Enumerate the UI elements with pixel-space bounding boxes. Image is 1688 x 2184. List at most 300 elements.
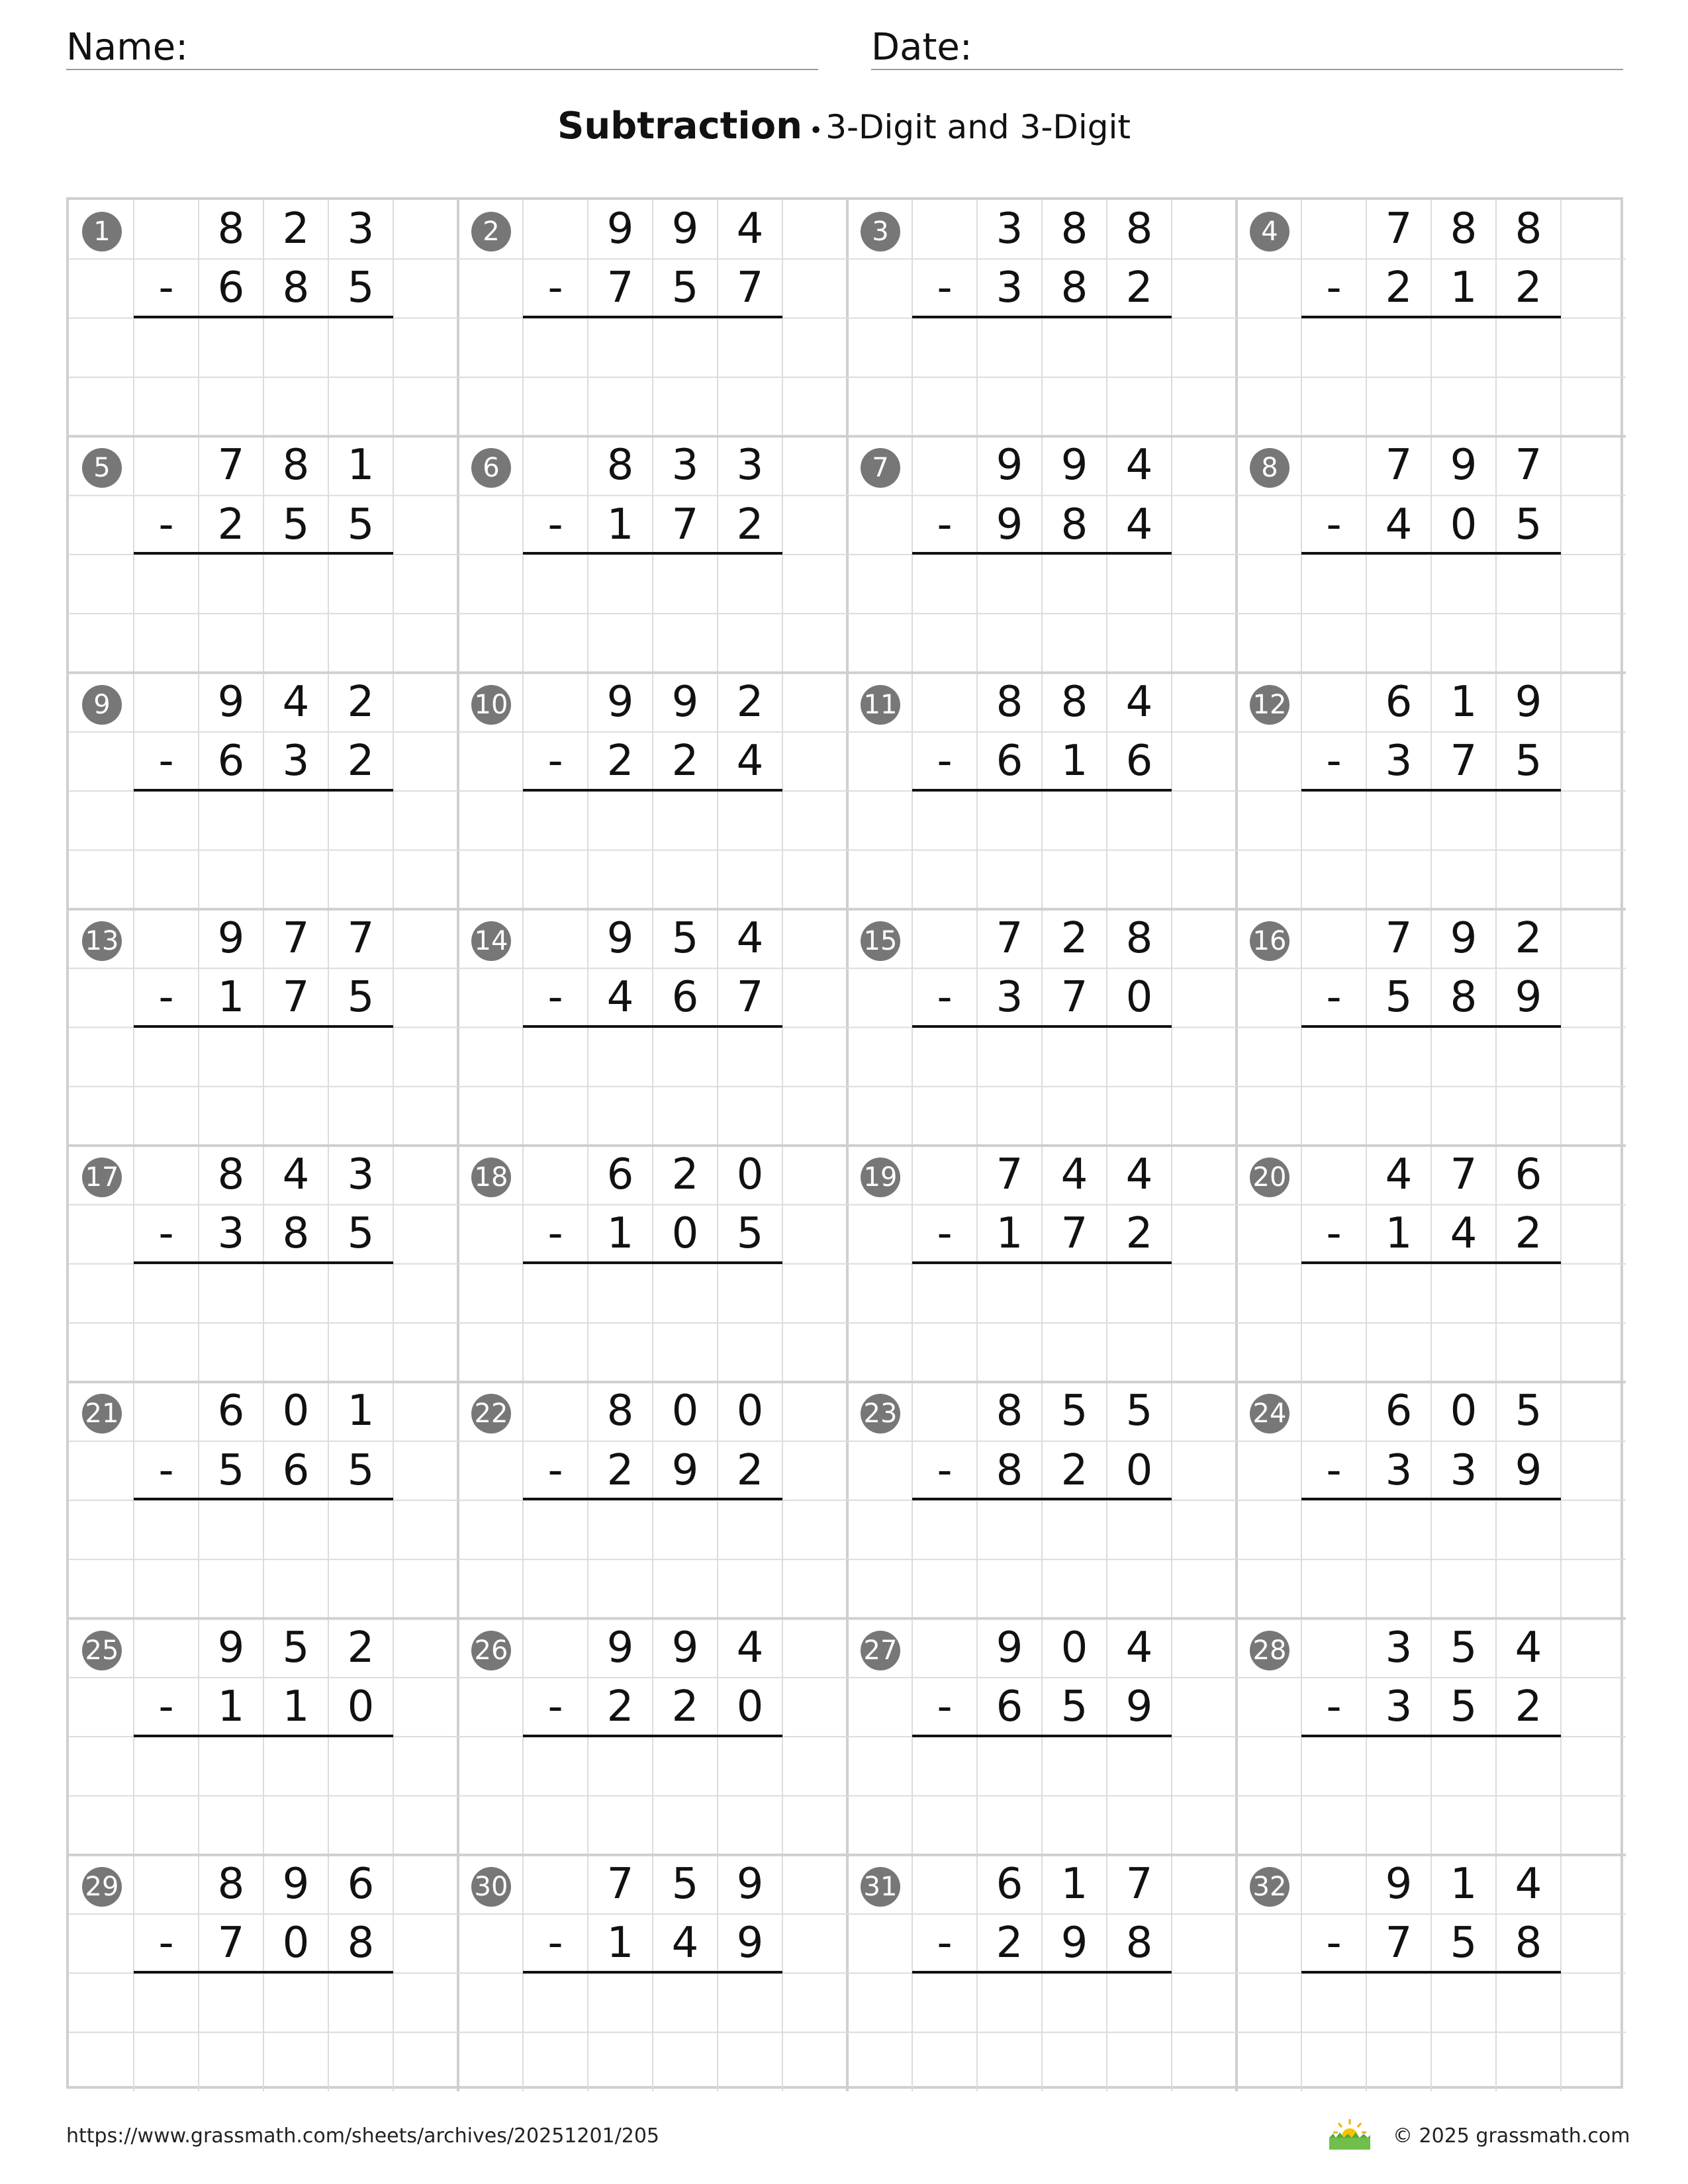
subtrahend-digit: 7 xyxy=(1385,1919,1413,1968)
answer-area[interactable] xyxy=(1301,1030,1561,1083)
subtrahend-digit: 9 xyxy=(671,1445,699,1495)
grass-sun-logo-icon xyxy=(1327,2118,1373,2151)
subtrahend-digit: 2 xyxy=(347,736,375,786)
subtrahend-digit: 5 xyxy=(1450,1682,1477,1731)
subtrahend-digit: 4 xyxy=(671,1919,699,1968)
minuend-digit: 5 xyxy=(282,1623,310,1672)
problem-15 xyxy=(847,909,1237,1145)
minuend-digit: 8 xyxy=(1515,205,1542,253)
problem-27 xyxy=(847,1619,1237,1854)
subtrahend-digit: 1 xyxy=(217,973,245,1023)
name-field[interactable] xyxy=(66,24,818,70)
minus-operator: - xyxy=(937,1209,953,1259)
subtrahend-digit: 3 xyxy=(996,263,1023,313)
minus-operator: - xyxy=(158,500,174,549)
minuend-digit: 0 xyxy=(282,1387,310,1436)
subtrahend-digit: 5 xyxy=(1515,500,1542,549)
subtrahend-digit: 2 xyxy=(1515,1209,1542,1259)
problem-number-badge: 8 xyxy=(1250,448,1289,488)
problem-number-badge: 16 xyxy=(1250,921,1289,961)
problem-number-badge: 17 xyxy=(82,1158,122,1197)
minuend-digit: 4 xyxy=(1125,441,1153,490)
problem-22 xyxy=(458,1382,847,1617)
minuend-digit: 6 xyxy=(1515,1150,1542,1199)
minuend-digit: 1 xyxy=(1450,677,1477,727)
minuend-digit: 1 xyxy=(1450,1859,1477,1909)
problem-number-badge: 31 xyxy=(861,1867,900,1907)
problem-24 xyxy=(1237,1382,1626,1617)
minus-operator: - xyxy=(937,1445,953,1495)
minuend-digit: 9 xyxy=(1450,913,1477,963)
answer-area[interactable] xyxy=(912,557,1172,611)
minuend-digit: 9 xyxy=(1060,441,1088,490)
answer-line xyxy=(134,1971,393,1974)
minus-operator: - xyxy=(547,263,563,313)
problem-9 xyxy=(69,673,458,909)
answer-line xyxy=(523,1971,782,1974)
minuend-digit: 7 xyxy=(217,441,245,490)
subtrahend-digit: 3 xyxy=(1385,736,1413,786)
minuend-digit: 4 xyxy=(1515,1859,1542,1909)
subtrahend-digit: 1 xyxy=(1450,263,1477,313)
problem-number-badge: 19 xyxy=(861,1158,900,1197)
answer-area[interactable] xyxy=(912,1976,1172,2029)
subtrahend-digit: 7 xyxy=(736,973,764,1023)
subtrahend-digit: 8 xyxy=(1060,500,1088,549)
problem-number-badge: 18 xyxy=(471,1158,511,1197)
answer-area[interactable] xyxy=(912,794,1172,847)
answer-line xyxy=(134,552,393,555)
problem-grid xyxy=(66,197,1623,2089)
problem-25 xyxy=(69,1619,458,1854)
answer-line xyxy=(523,1261,782,1264)
subtrahend-digit: 5 xyxy=(347,1209,375,1259)
answer-area[interactable] xyxy=(523,1976,782,2029)
answer-area[interactable] xyxy=(523,1739,782,1793)
minuend-digit: 8 xyxy=(606,441,634,490)
problem-29 xyxy=(69,1855,458,2091)
worksheet-title xyxy=(0,105,1688,148)
minus-operator: - xyxy=(547,1682,563,1731)
answer-area[interactable] xyxy=(1301,1503,1561,1557)
minuend-digit: 9 xyxy=(217,913,245,963)
answer-area[interactable] xyxy=(912,1030,1172,1083)
problem-23 xyxy=(847,1382,1237,1617)
minuend-digit: 5 xyxy=(1125,1387,1153,1436)
minus-operator: - xyxy=(547,736,563,786)
subtrahend-digit: 2 xyxy=(606,1682,634,1731)
problem-number-badge: 30 xyxy=(471,1867,511,1907)
minuend-digit: 1 xyxy=(347,441,375,490)
minuend-digit: 9 xyxy=(606,1623,634,1672)
answer-area[interactable] xyxy=(134,1030,393,1083)
subtrahend-digit: 1 xyxy=(217,1682,245,1731)
subtrahend-digit: 4 xyxy=(606,973,634,1023)
answer-area[interactable] xyxy=(523,1030,782,1083)
minuend-digit: 7 xyxy=(1385,441,1413,490)
minuend-digit: 7 xyxy=(996,913,1023,963)
minuend-digit: 3 xyxy=(671,441,699,490)
subtrahend-digit: 7 xyxy=(671,500,699,549)
minuend-digit: 9 xyxy=(671,677,699,727)
subtrahend-digit: 2 xyxy=(736,1445,764,1495)
problem-number-badge: 25 xyxy=(82,1631,122,1670)
subtrahend-digit: 5 xyxy=(1385,973,1413,1023)
answer-area[interactable] xyxy=(912,1503,1172,1557)
subtrahend-digit: 2 xyxy=(606,736,634,786)
footer-url: https://www.grassmath.com/sheets/archives/20251201/205 xyxy=(66,2124,660,2148)
minus-operator: - xyxy=(158,1445,174,1495)
subtrahend-digit: 3 xyxy=(1385,1445,1413,1495)
subtrahend-digit: 2 xyxy=(671,736,699,786)
problem-3 xyxy=(847,200,1237,435)
problem-number-badge: 7 xyxy=(861,448,900,488)
subtrahend-digit: 0 xyxy=(347,1682,375,1731)
minuend-digit: 8 xyxy=(217,205,245,253)
subtrahend-digit: 3 xyxy=(282,736,310,786)
subtrahend-digit: 2 xyxy=(217,500,245,549)
minuend-digit: 2 xyxy=(1515,913,1542,963)
problem-number-badge: 11 xyxy=(861,685,900,725)
subtrahend-digit: 2 xyxy=(1385,263,1413,313)
minuend-digit: 1 xyxy=(347,1387,375,1436)
subtrahend-digit: 2 xyxy=(1125,1209,1153,1259)
problem-number-badge: 23 xyxy=(861,1394,900,1433)
subtrahend-digit: 4 xyxy=(736,736,764,786)
minuend-digit: 8 xyxy=(606,1387,634,1436)
subtrahend-digit: 0 xyxy=(671,1209,699,1259)
problem-19 xyxy=(847,1146,1237,1381)
minuend-digit: 7 xyxy=(1125,1859,1153,1909)
subtrahend-digit: 9 xyxy=(1060,1919,1088,1968)
subtrahend-digit: 7 xyxy=(282,973,310,1023)
date-label: Date: xyxy=(871,26,972,69)
name-label: Name: xyxy=(66,26,189,69)
minuend-digit: 7 xyxy=(996,1150,1023,1199)
minuend-digit: 2 xyxy=(347,677,375,727)
minuend-digit: 0 xyxy=(736,1387,764,1436)
date-field[interactable] xyxy=(871,24,1623,70)
answer-area[interactable] xyxy=(134,1503,393,1557)
problem-13 xyxy=(69,909,458,1145)
answer-area[interactable] xyxy=(134,794,393,847)
problem-20 xyxy=(1237,1146,1626,1381)
minuend-digit: 4 xyxy=(282,1150,310,1199)
subtrahend-digit: 7 xyxy=(1450,736,1477,786)
subtrahend-digit: 5 xyxy=(1515,736,1542,786)
answer-line xyxy=(1301,316,1561,318)
minus-operator: - xyxy=(158,1919,174,1968)
answer-line xyxy=(912,552,1172,555)
minus-operator: - xyxy=(937,973,953,1023)
problem-number-badge: 27 xyxy=(861,1631,900,1670)
subtrahend-digit: 0 xyxy=(1125,1445,1153,1495)
minuend-digit: 7 xyxy=(1385,205,1413,253)
footer-copyright: © 2025 grassmath.com xyxy=(1393,2124,1630,2148)
minuend-digit: 8 xyxy=(217,1150,245,1199)
subtrahend-digit: 8 xyxy=(347,1919,375,1968)
subtrahend-digit: 3 xyxy=(996,973,1023,1023)
minuend-digit: 5 xyxy=(671,913,699,963)
minuend-digit: 7 xyxy=(1385,913,1413,963)
subtrahend-digit: 9 xyxy=(1515,1445,1542,1495)
answer-area[interactable] xyxy=(912,1267,1172,1320)
problem-18 xyxy=(458,1146,847,1381)
problem-number-badge: 1 xyxy=(82,212,122,251)
minus-operator: - xyxy=(547,1919,563,1968)
answer-line xyxy=(1301,1971,1561,1974)
answer-line xyxy=(1301,552,1561,555)
minuend-digit: 9 xyxy=(671,205,699,253)
problem-number-badge: 22 xyxy=(471,1394,511,1433)
subtrahend-digit: 5 xyxy=(671,263,699,313)
subtrahend-digit: 3 xyxy=(217,1209,245,1259)
minuend-digit: 2 xyxy=(736,677,764,727)
subtrahend-digit: 8 xyxy=(1515,1919,1542,1968)
minuend-digit: 9 xyxy=(1515,677,1542,727)
subtrahend-digit: 1 xyxy=(606,1209,634,1259)
answer-area[interactable] xyxy=(523,1503,782,1557)
minuend-digit: 8 xyxy=(1125,913,1153,963)
minuend-digit: 4 xyxy=(1125,1623,1153,1672)
minus-operator: - xyxy=(937,736,953,786)
subtrahend-digit: 8 xyxy=(282,1209,310,1259)
subtrahend-digit: 1 xyxy=(996,1209,1023,1259)
minus-operator: - xyxy=(547,1445,563,1495)
subtrahend-digit: 6 xyxy=(996,736,1023,786)
problem-number-badge: 29 xyxy=(82,1867,122,1907)
problem-number-badge: 26 xyxy=(471,1631,511,1670)
problem-number-badge: 3 xyxy=(861,212,900,251)
answer-line xyxy=(523,1735,782,1737)
minuend-digit: 9 xyxy=(671,1623,699,1672)
problem-31 xyxy=(847,1855,1237,2091)
problem-number-badge: 6 xyxy=(471,448,511,488)
minuend-digit: 5 xyxy=(1450,1623,1477,1672)
subtrahend-digit: 6 xyxy=(996,1682,1023,1731)
minus-operator: - xyxy=(547,500,563,549)
problem-number-badge: 14 xyxy=(471,921,511,961)
minus-operator: - xyxy=(937,1682,953,1731)
answer-area[interactable] xyxy=(523,321,782,375)
answer-line xyxy=(523,1025,782,1028)
subtrahend-digit: 9 xyxy=(1515,973,1542,1023)
answer-area[interactable] xyxy=(134,557,393,611)
problem-28 xyxy=(1237,1619,1626,1854)
minus-operator: - xyxy=(547,973,563,1023)
answer-line xyxy=(912,1735,1172,1737)
subtrahend-digit: 2 xyxy=(1125,263,1153,313)
subtrahend-digit: 5 xyxy=(347,973,375,1023)
subtrahend-digit: 4 xyxy=(1385,500,1413,549)
answer-area[interactable] xyxy=(1301,1267,1561,1320)
minus-operator: - xyxy=(1326,263,1342,313)
answer-line xyxy=(1301,1735,1561,1737)
minus-operator: - xyxy=(1326,1919,1342,1968)
subtrahend-digit: 2 xyxy=(671,1682,699,1731)
minuend-digit: 9 xyxy=(996,1623,1023,1672)
answer-line xyxy=(523,552,782,555)
problem-number-badge: 13 xyxy=(82,921,122,961)
problem-17 xyxy=(69,1146,458,1381)
problem-number-badge: 12 xyxy=(1250,685,1289,725)
problem-14 xyxy=(458,909,847,1145)
minus-operator: - xyxy=(158,1209,174,1259)
minuend-digit: 9 xyxy=(1385,1859,1413,1909)
subtrahend-digit: 9 xyxy=(996,500,1023,549)
problem-number-badge: 28 xyxy=(1250,1631,1289,1670)
minuend-digit: 9 xyxy=(736,1859,764,1909)
problem-32 xyxy=(1237,1855,1626,2091)
subtrahend-digit: 7 xyxy=(1060,973,1088,1023)
problem-number-badge: 4 xyxy=(1250,212,1289,251)
subtrahend-digit: 1 xyxy=(1385,1209,1413,1259)
answer-area[interactable] xyxy=(134,1267,393,1320)
problem-16 xyxy=(1237,909,1626,1145)
minuend-digit: 7 xyxy=(1450,1150,1477,1199)
subtrahend-digit: 3 xyxy=(1385,1682,1413,1731)
problem-6 xyxy=(458,436,847,672)
answer-area[interactable] xyxy=(1301,557,1561,611)
minuend-digit: 2 xyxy=(671,1150,699,1199)
minuend-digit: 0 xyxy=(1450,1387,1477,1436)
subtrahend-digit: 0 xyxy=(282,1919,310,1968)
minuend-digit: 9 xyxy=(282,1859,310,1909)
minuend-digit: 7 xyxy=(347,913,375,963)
minuend-digit: 0 xyxy=(671,1387,699,1436)
answer-line xyxy=(912,1971,1172,1974)
title-main: Subtraction xyxy=(557,105,802,148)
answer-line xyxy=(134,1735,393,1737)
problem-8 xyxy=(1237,436,1626,672)
subtrahend-digit: 8 xyxy=(282,263,310,313)
subtrahend-digit: 6 xyxy=(217,736,245,786)
minuend-digit: 6 xyxy=(996,1859,1023,1909)
minuend-digit: 9 xyxy=(606,205,634,253)
minus-operator: - xyxy=(937,500,953,549)
answer-area[interactable] xyxy=(1301,794,1561,847)
minuend-digit: 8 xyxy=(996,677,1023,727)
subtrahend-digit: 4 xyxy=(1450,1209,1477,1259)
minuend-digit: 6 xyxy=(1385,677,1413,727)
minuend-digit: 3 xyxy=(1385,1623,1413,1672)
answer-area[interactable] xyxy=(912,1739,1172,1793)
answer-area[interactable] xyxy=(523,557,782,611)
minuend-digit: 4 xyxy=(736,1623,764,1672)
problem-number-badge: 9 xyxy=(82,685,122,725)
minus-operator: - xyxy=(1326,500,1342,549)
subtrahend-digit: 0 xyxy=(1450,500,1477,549)
minuend-digit: 9 xyxy=(217,1623,245,1672)
subtrahend-digit: 1 xyxy=(606,500,634,549)
subtrahend-digit: 1 xyxy=(282,1682,310,1731)
minus-operator: - xyxy=(158,736,174,786)
problem-number-badge: 5 xyxy=(82,448,122,488)
problem-12 xyxy=(1237,673,1626,909)
answer-area[interactable] xyxy=(523,794,782,847)
minus-operator: - xyxy=(937,1919,953,1968)
answer-line xyxy=(523,316,782,318)
problem-number-badge: 32 xyxy=(1250,1867,1289,1907)
minus-operator: - xyxy=(158,1682,174,1731)
answer-area[interactable] xyxy=(134,1739,393,1793)
problem-number-badge: 15 xyxy=(861,921,900,961)
minuend-digit: 4 xyxy=(1385,1150,1413,1199)
minuend-digit: 7 xyxy=(1515,441,1542,490)
problem-21 xyxy=(69,1382,458,1617)
subtrahend-digit: 5 xyxy=(1060,1682,1088,1731)
minuend-digit: 6 xyxy=(1385,1387,1413,1436)
subtrahend-digit: 8 xyxy=(1125,1919,1153,1968)
answer-area[interactable] xyxy=(1301,1976,1561,2029)
subtrahend-digit: 1 xyxy=(1060,736,1088,786)
subtrahend-digit: 8 xyxy=(1450,973,1477,1023)
minuend-digit: 7 xyxy=(606,1859,634,1909)
answer-area[interactable] xyxy=(912,321,1172,375)
subtrahend-digit: 0 xyxy=(1125,973,1153,1023)
minuend-digit: 6 xyxy=(347,1859,375,1909)
minuend-digit: 4 xyxy=(736,205,764,253)
subtrahend-digit: 0 xyxy=(736,1682,764,1731)
subtrahend-digit: 7 xyxy=(606,263,634,313)
minuend-digit: 0 xyxy=(1060,1623,1088,1672)
answer-area[interactable] xyxy=(134,321,393,375)
subtrahend-digit: 4 xyxy=(1125,500,1153,549)
subtrahend-digit: 5 xyxy=(736,1209,764,1259)
answer-line xyxy=(1301,789,1561,792)
subtrahend-digit: 6 xyxy=(282,1445,310,1495)
subtrahend-digit: 5 xyxy=(217,1445,245,1495)
minuend-digit: 8 xyxy=(996,1387,1023,1436)
minus-operator: - xyxy=(547,1209,563,1259)
answer-line xyxy=(523,789,782,792)
subtrahend-digit: 2 xyxy=(606,1445,634,1495)
answer-line xyxy=(1301,1498,1561,1500)
answer-area[interactable] xyxy=(1301,321,1561,375)
minuend-digit: 9 xyxy=(1450,441,1477,490)
minuend-digit: 9 xyxy=(606,913,634,963)
minuend-digit: 4 xyxy=(1515,1623,1542,1672)
minuend-digit: 8 xyxy=(1060,677,1088,727)
minuend-digit: 2 xyxy=(347,1623,375,1672)
subtrahend-digit: 2 xyxy=(1515,263,1542,313)
minuend-digit: 3 xyxy=(347,205,375,253)
minuend-digit: 9 xyxy=(606,677,634,727)
title-subtitle: 3-Digit and 3-Digit xyxy=(825,108,1131,146)
answer-area[interactable] xyxy=(1301,1739,1561,1793)
minuend-digit: 8 xyxy=(282,441,310,490)
minuend-digit: 2 xyxy=(1060,913,1088,963)
subtrahend-digit: 6 xyxy=(1125,736,1153,786)
answer-line xyxy=(134,316,393,318)
minuend-digit: 4 xyxy=(736,913,764,963)
minus-operator: - xyxy=(1326,736,1342,786)
problem-5 xyxy=(69,436,458,672)
minuend-digit: 4 xyxy=(1060,1150,1088,1199)
minus-operator: - xyxy=(1326,973,1342,1023)
subtrahend-digit: 1 xyxy=(606,1919,634,1968)
minuend-digit: 5 xyxy=(1515,1387,1542,1436)
subtrahend-digit: 8 xyxy=(1060,263,1088,313)
subtrahend-digit: 6 xyxy=(671,973,699,1023)
problem-30 xyxy=(458,1855,847,2091)
minus-operator: - xyxy=(1326,1682,1342,1731)
answer-line xyxy=(1301,1261,1561,1264)
minuend-digit: 0 xyxy=(736,1150,764,1199)
subtrahend-digit: 2 xyxy=(996,1919,1023,1968)
answer-area[interactable] xyxy=(134,1976,393,2029)
answer-area[interactable] xyxy=(523,1267,782,1320)
